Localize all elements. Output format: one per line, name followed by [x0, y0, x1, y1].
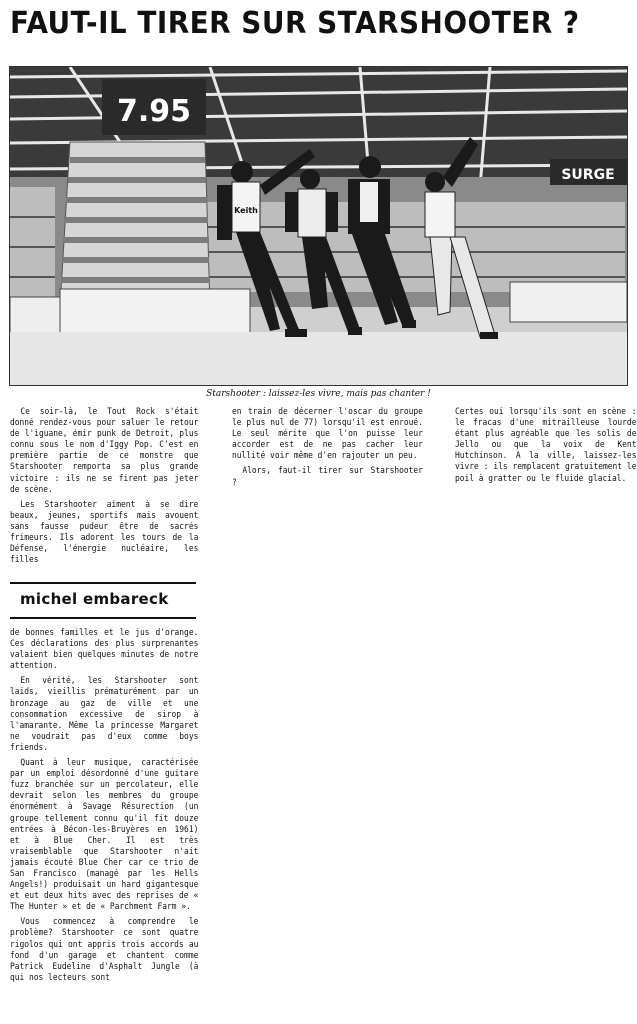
store-sign-text: SURGE [561, 167, 615, 183]
paragraph: en train de décerner l'oscar du groupe le plus nul de 77) lorsqu'il est enroué. Le seul mérite que l'on puisse leur accorder est de ne pas cacher leur nullité voir même d'en rajouter un peu. [232, 406, 423, 462]
paragraph: Quant à leur musique, caractérisée par un emploi désordonné d'une guitare fuzz branchée sur un percolateur, elle devrait selon les membres du groupe énormément à Savage Résurection (un groupe tellement connu qu'il fit douze entrées à Bécon-les-Bruyères en 1961) et à Blue Cher. Il est très vraisemblable que Starshooter n'ait jamais écouté Blue Cher car ce trio de San Francisco (managé par les Hells Angels!) produisait un hard gigantesque et eut deux hits avec des reprises de « The Hunter » et de « Parchment Farm ». [10, 757, 199, 913]
headline: FAUT-IL TIRER SUR STARSHOOTER ? [10, 6, 580, 41]
paragraph: Les Starshooter aiment à se dire beaux, jeunes, sportifs mais avouent sans fausse pudeur être de sacrés frimeurs. Ils adorent les tours de la Défense, l'énergie nucléaire, les filles [10, 498, 199, 566]
byline-rule-bottom [10, 617, 196, 619]
paragraph: Certes oui lorsqu'ils sont en scène : le fracas d'une mitrailleuse lourde étant plus agréable que les solis de Jello ou que la voix de Kent Hutchinson. A la ville, laissez-les vivre : ils remplacent gratuitement le poil à gratter ou le fluide glacial. [455, 406, 637, 484]
band-photo [9, 66, 628, 386]
paragraph: de bonnes familles et le jus d'orange. Ces déclarations des plus surprenantes valaient bien quelques minutes de notre attention. [10, 627, 199, 672]
article-column-1-top [10, 406, 198, 569]
article-column-2 [232, 406, 423, 492]
article-column-1-bottom [10, 627, 198, 987]
photo-caption: Starshooter : laissez-les vivre, mais pas chanter ! [206, 389, 431, 399]
article-column-3 [455, 406, 636, 488]
byline-rule-top [10, 582, 196, 584]
paragraph: Alors, faut-il tirer sur Starshooter ? [232, 465, 423, 488]
shirt-text: Keith [234, 206, 258, 215]
paragraph: Ce soir-là, le Tout Rock s'était donné rendez-vous pour saluer le retour de l'iguane, émir punk de Detroit, plus connu sous le nom d'Iggy Pop. C'est en première partie de ce monstre que Starshooter remporta sa plus grande victoire : ils ne se firent pas jeter de scène. [10, 406, 199, 495]
price-sign-text: 7.95 [116, 94, 192, 129]
byline: michel embareck [20, 590, 169, 608]
paragraph: En vérité, les Starshooter sont laids, vieillis prématurément par un bronzage au gaz de ville et une consommation excessive de sirop à l'amarante. Même la princesse Margaret ne voudrait pas d'eux comme boys friends. [10, 675, 199, 753]
paragraph: Vous commencez à comprendre le problème? Starshooter ce sont quatre rigolos qui ont appris trois accords au fond d'un garage et chantent comme Patrick Eudeline d'Asphalt Jungle (à qui nos lecteurs sont [10, 916, 199, 983]
